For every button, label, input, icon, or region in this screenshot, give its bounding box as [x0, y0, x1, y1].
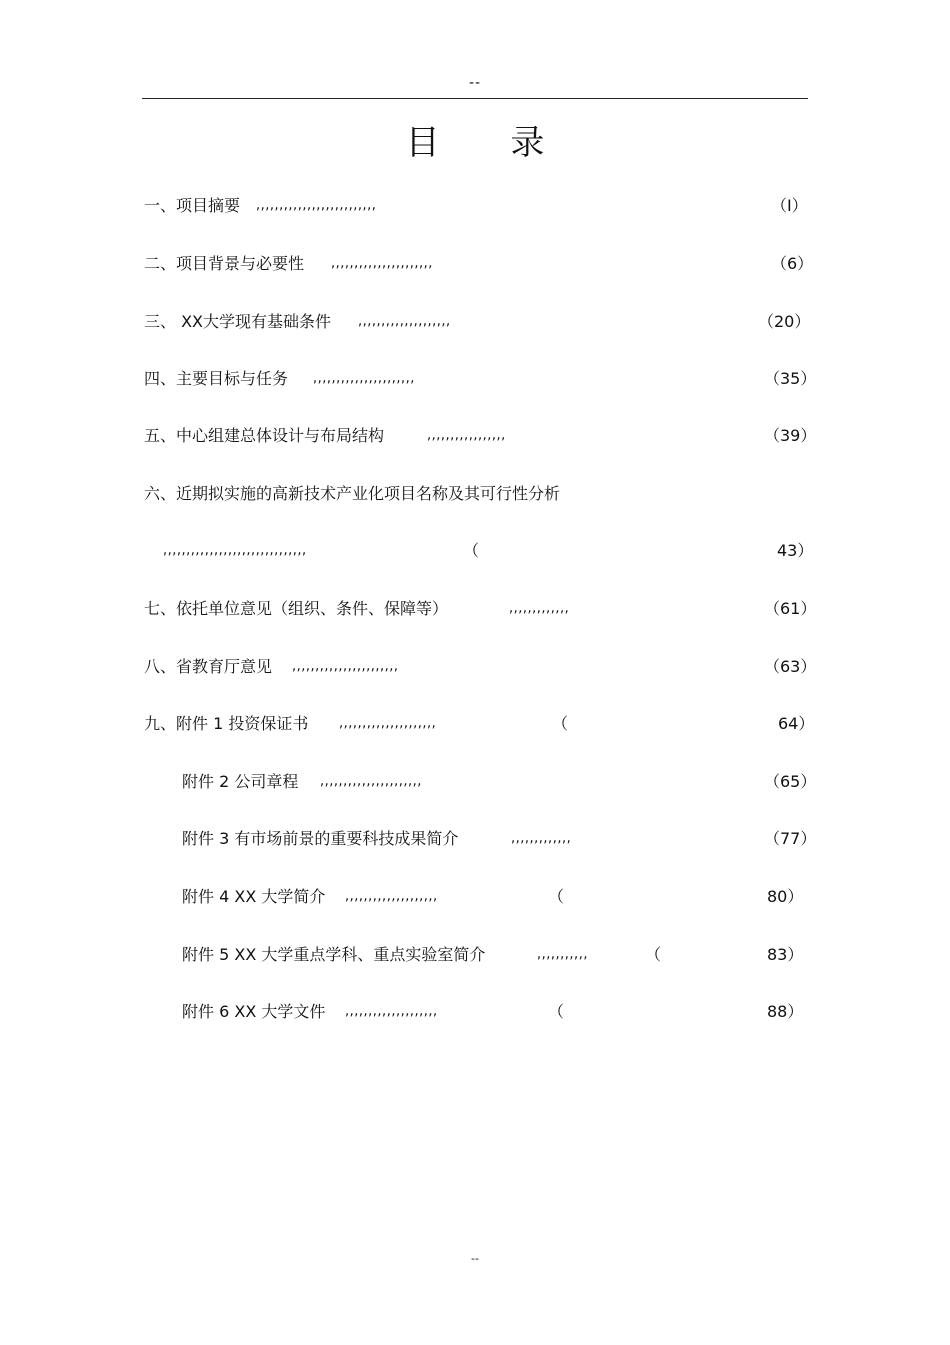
toc-entry[interactable] — [0, 1000, 950, 1024]
toc-entry-page: （20） — [758, 312, 811, 331]
toc-entry-leader: ,,,,,,,,,,,,,,,,,,,,,, — [320, 774, 422, 789]
toc-entry-page: （77） — [764, 829, 817, 848]
toc-entry-leader: ,,,,,,,,,,,,,,,,,,,,,, — [331, 256, 433, 271]
toc-entry-label: 三、 XX大学现有基础条件 — [144, 312, 332, 331]
toc-entry[interactable] — [0, 482, 950, 506]
toc-entry[interactable] — [0, 885, 950, 909]
toc-entry-leader: ,,,,,,,,,,,,,,,,,,,,,,,,,,,,,,, — [163, 543, 307, 558]
toc-entry[interactable] — [0, 194, 950, 218]
toc-entry-open-paren: （ — [645, 945, 662, 964]
toc-entry-open-paren: （ — [548, 1002, 565, 1021]
toc-entry-leader: ,,,,,,,,,,,,, — [511, 831, 572, 846]
toc-entry-leader: ,,,,,,,,,,,,,,,,,,,,,,, — [292, 659, 399, 674]
header-mark: -- — [468, 75, 482, 91]
toc-entry-label: 附件 3 有市场前景的重要科技成果简介 — [182, 829, 459, 848]
toc-entry-leader: ,,,,,,,,,,,,,,,,,,,,,, — [313, 371, 415, 386]
toc-entry-leader: ,,,,,,,,,,,,,,,,, — [427, 428, 506, 443]
footer-mark: -- — [471, 1252, 479, 1265]
toc-entry-page: （61） — [764, 599, 817, 618]
toc-entry[interactable] — [0, 597, 950, 621]
toc-entry[interactable] — [0, 655, 950, 679]
toc-entry-page: （6） — [771, 254, 814, 273]
toc-entry[interactable] — [0, 252, 950, 276]
header-rule — [142, 98, 808, 99]
toc-entry-leader: ,,,,,,,,,,,,,,,,,,,,,,,,,, — [256, 198, 377, 213]
toc-entry-leader: ,,,,,,,,,,,,,,,,,,,, — [358, 314, 451, 329]
toc-entry[interactable] — [0, 943, 950, 967]
toc-entry-label: 附件 2 公司章程 — [182, 772, 299, 791]
toc-entry-leader: ,,,,,,,,,,,,,,,,,,,, — [345, 889, 438, 904]
toc-entry-label: 四、主要目标与任务 — [144, 369, 289, 388]
toc-entry-leader: ,,,,,,,,,,, — [537, 947, 588, 962]
toc-entry-label: 二、项目背景与必要性 — [144, 254, 305, 273]
toc-entry[interactable] — [0, 424, 950, 448]
toc-entry-page: （39） — [764, 426, 817, 445]
toc-entry-page: （65） — [764, 772, 817, 791]
toc-entry-open-paren: （ — [548, 887, 565, 906]
toc-entry[interactable] — [0, 712, 950, 736]
toc-entry-label: 六、近期拟实施的高新技术产业化项目名称及其可行性分析 — [144, 484, 561, 503]
toc-entry-page: 64） — [778, 714, 815, 733]
toc-entry-page: 43） — [777, 541, 814, 560]
toc-entry-label: 七、依托单位意见（组织、条件、保障等） — [144, 599, 449, 618]
toc-entry-label: 附件 4 XX 大学简介 — [182, 887, 326, 906]
toc-entry-label: 八、省教育厅意见 — [144, 657, 273, 676]
toc-entry-label: 附件 5 XX 大学重点学科、重点实验室简介 — [182, 945, 486, 964]
page-title: 目 录 — [405, 123, 575, 163]
toc-entry-label: 五、中心组建总体设计与布局结构 — [144, 426, 385, 445]
toc-entry[interactable] — [0, 310, 950, 334]
toc-entry-label: 附件 6 XX 大学文件 — [182, 1002, 326, 1021]
toc-entry-label: 九、附件 1 投资保证书 — [144, 714, 309, 733]
toc-entry-page: （63） — [764, 657, 817, 676]
toc-entry-page: 88） — [767, 1002, 804, 1021]
toc-entry-page: （I） — [771, 196, 808, 215]
toc-entry[interactable] — [0, 367, 950, 391]
toc-entry-leader: ,,,,,,,,,,,,,,,,,,,,, — [339, 716, 437, 731]
toc-entry[interactable] — [0, 827, 950, 851]
toc-entry-open-paren: （ — [552, 714, 569, 733]
toc-entry-label: 一、项目摘要 — [144, 196, 241, 215]
toc-entry-open-paren: （ — [463, 541, 480, 560]
toc-entry-continuation[interactable] — [0, 539, 950, 563]
toc-entry-page: （35） — [764, 369, 817, 388]
toc-entry-page: 80） — [767, 887, 804, 906]
toc-entry[interactable] — [0, 770, 950, 794]
toc-entry-leader: ,,,,,,,,,,,,,,,,,,,, — [345, 1004, 438, 1019]
toc-entry-page: 83） — [767, 945, 804, 964]
toc-entry-leader: ,,,,,,,,,,,,, — [509, 601, 570, 616]
